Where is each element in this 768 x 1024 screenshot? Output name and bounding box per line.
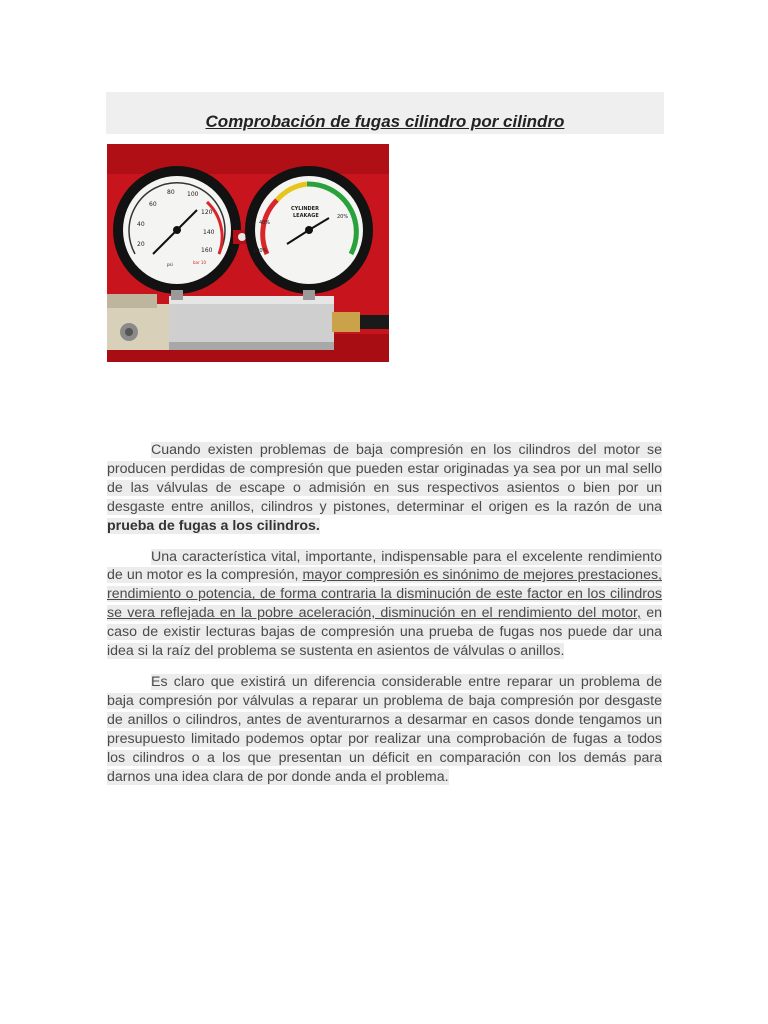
svg-text:40%: 40% bbox=[259, 220, 271, 226]
paragraph-3 bbox=[107, 673, 662, 786]
svg-text:60: 60 bbox=[149, 201, 157, 208]
svg-text:40: 40 bbox=[137, 221, 145, 228]
svg-text:CYLINDER: CYLINDER bbox=[291, 206, 319, 212]
paragraph-2-text: Una característica vital, importante, indispensable para el excelente rendimiento de un motor es la compresión, bbox=[107, 548, 662, 584]
paragraph-3-text: Es claro que existirá un diferencia considerable entre reparar un problema de baja compresión por válvulas a reparar un problema de baja compresión por desgaste de anillos o cilindros, antes de aventurarnos a desarmar en casos donde tengamos un presupuesto limitado podemos optar por realizar una comprobación de fugas a todos los cilindros o a los que presentan un déficit en comparación con los demás para darnos una idea clara de por donde anda el problema. bbox=[107, 673, 662, 785]
svg-text:20: 20 bbox=[137, 241, 145, 248]
paragraph-2-text-end: en caso de existir lecturas bajas de compresión una prueba de fugas nos puede dar una idea si la raíz del problema se sustenta en asientos de válvulas o anillos. bbox=[107, 605, 662, 660]
svg-text:160: 160 bbox=[201, 247, 213, 254]
paragraph-1-bold: prueba de fugas a los cilindros. bbox=[107, 517, 320, 534]
paragraph-1 bbox=[107, 441, 662, 536]
title-bar bbox=[106, 92, 664, 134]
svg-text:100%: 100% bbox=[253, 248, 268, 254]
document-title: Comprobación de fugas cilindro por cilindro bbox=[205, 112, 565, 131]
svg-text:120: 120 bbox=[201, 209, 213, 216]
paragraph-2-underlined: mayor compresión es sinónimo de mejores prestaciones, rendimiento o potencia, de forma contraria la disminución de este factor en los cilindros se vera reflejada en la pobre aceleración, disminución en el rendimiento del motor, bbox=[107, 567, 662, 622]
svg-text:80: 80 bbox=[167, 189, 175, 196]
svg-text:bar 10: bar 10 bbox=[193, 260, 206, 265]
svg-text:LEAKAGE: LEAKAGE bbox=[293, 213, 319, 219]
paragraph-1-text: Cuando existen problemas de baja compresión en los cilindros del motor se producen perdidas de compresión que pueden estar originadas ya sea por un mal sello de las válvulas de escape o admisión en sus respectivos asientos o bien por un desgaste entre anillos, cilindros y pistones, determinar el origen es la razón de una bbox=[107, 442, 662, 515]
svg-text:20%: 20% bbox=[337, 214, 349, 220]
svg-text:psi: psi bbox=[167, 262, 173, 267]
article-body bbox=[107, 441, 662, 798]
svg-text:100: 100 bbox=[187, 191, 199, 198]
svg-text:140: 140 bbox=[203, 229, 215, 236]
paragraph-2 bbox=[107, 548, 662, 661]
leak-tester-photo bbox=[107, 144, 389, 362]
